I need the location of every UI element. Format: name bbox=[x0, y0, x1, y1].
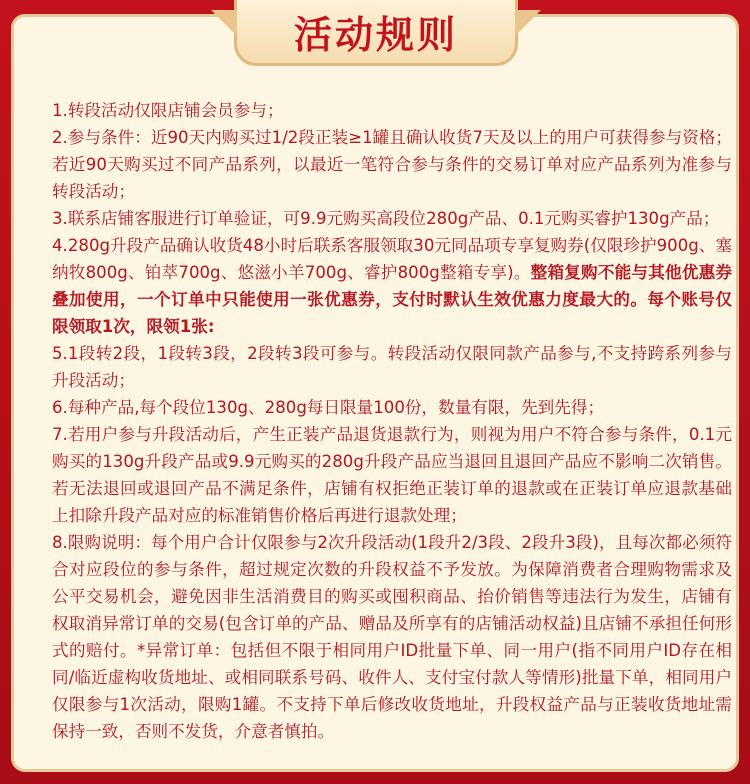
page-title: 活动规则 bbox=[293, 13, 458, 57]
rule-3: 3.联系店铺客服进行订单验证，可9.9元购买高段位280g产品、0.1元购买睿护130g产品； bbox=[52, 209, 720, 228]
rule-8: 8.限购说明：每个用户合计仅限参与2次升段活动(1段升2/3段、2段升3段)，且每次都必须符合对应段位的参与条件，超过规定次数的升段权益不予发放。为保障消费者合理购物需求及公平交易机会，避免因非生活消费目的购买或囤积商品、抬价销售等违法行为发生，店铺有权取消异常订单的交易(包含订单的产品、赠品及所享有的店铺活动权益)且店铺不承担任何形式的赔付。*异常订单：包括但不限于相同用户ID批量下单、同一用户(指不同用户ID存在相同/临近虚构收货地址、或相同联系号码、收件人、支付宝付款人等情形)批量下单，相同用户仅限参与1次活动，限购1罐。不支持下单后修改收货地址，升段权益产品与正装收货地址需保持一致，否则不发货，介意者慎拍。 bbox=[52, 533, 732, 741]
rule-7: 7.若用户参与升段活动后，产生正装产品退货退款行为，则视为用户不符合参与条件，0.1元购买的130g升段产品或9.9元购买的280g升段产品应当退回且退回产品应不影响二次销售。若无法退回或退回产品不满足条件，店铺有权拒绝正装订单的退款或在正装订单应退款基础上扣除升段产品对应的标准销售价格后再进行退款处理； bbox=[52, 425, 732, 525]
rule-2: 2.参与条件：近90天内购买过1/2段正装≥1罐且确认收货7天及以上的用户可获得参与资格；若近90天购买过不同产品系列，以最近一笔符合参与条件的交易订单对应产品系列为准参与转段活动； bbox=[52, 128, 732, 201]
rule-5: 5.1段转2段，1段转3段，2段转3段可参与。转段活动仅限同款产品参与,不支持跨系列参与升段活动； bbox=[52, 344, 732, 390]
rule-4 bbox=[52, 232, 732, 340]
rules-panel bbox=[11, 14, 739, 772]
rule-6: 6.每种产品,每个段位130g、280g每日限量100份，数量有限，先到先得； bbox=[52, 398, 605, 417]
title-banner bbox=[234, 0, 518, 66]
rule-1: 1.转段活动仅限店铺会员参与； bbox=[52, 101, 284, 120]
rule-4-bold-text: 整箱复购不能与其他优惠券叠加使用，一个订单中只能使用一张优惠券，支付时默认生效优惠力度最大的。每个账号仅限领取1次，限领1张: bbox=[52, 263, 733, 336]
rule-4-text: 4.280g升段产品确认收货48小时后联系客服领取30元同品项专享复购券(仅限珍护900g、塞纳牧800g、铂萃700g、悠滋小羊700g、睿护800g整箱专享)。 bbox=[52, 236, 732, 282]
rules-content bbox=[52, 97, 732, 745]
